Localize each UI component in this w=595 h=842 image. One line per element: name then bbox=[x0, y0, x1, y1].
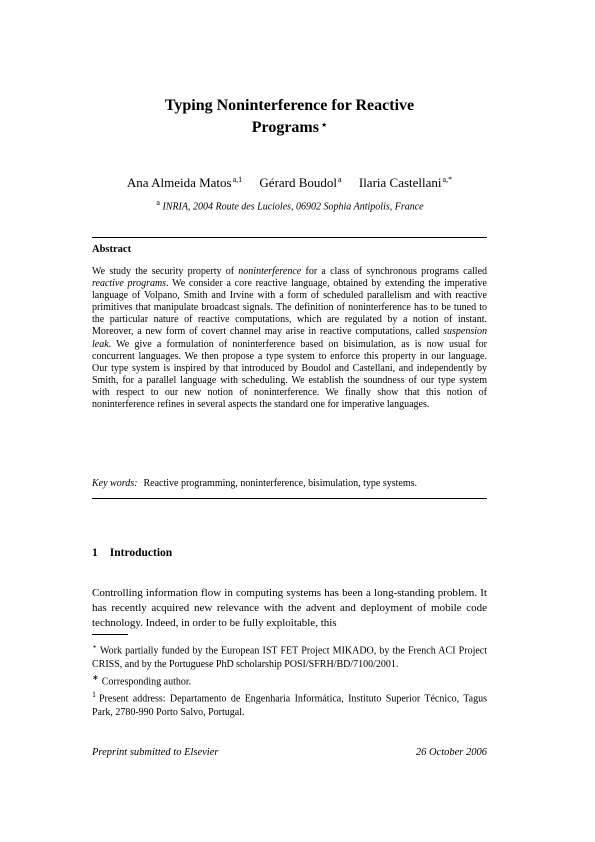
section-heading bbox=[92, 547, 172, 559]
keywords bbox=[92, 478, 487, 490]
section-number: 1 bbox=[92, 547, 98, 559]
keywords-label: Key words: bbox=[92, 478, 138, 489]
abstract-body bbox=[92, 266, 487, 411]
abstract-emphasis: reactive programs bbox=[92, 278, 167, 290]
footnote-corresponding bbox=[92, 671, 487, 689]
author-name: Ilaria Castellani bbox=[358, 175, 442, 191]
abstract-emphasis: suspension leak bbox=[92, 326, 487, 350]
footnote-text: Corresponding author. bbox=[101, 676, 192, 688]
abstract-text: for a class of synchronous programs called bbox=[301, 266, 488, 277]
abstract-bottom-rule bbox=[92, 498, 487, 499]
author-affiliation-mark: a bbox=[338, 175, 342, 184]
footnote-mark: ∗ bbox=[92, 672, 99, 682]
title-footnote-mark: ⋆ bbox=[320, 120, 328, 131]
footnotes bbox=[92, 640, 487, 719]
footnote-funding bbox=[92, 640, 487, 671]
author-affiliation-mark: a,1 bbox=[232, 175, 243, 184]
section-title: Introduction bbox=[109, 547, 173, 559]
paper-title bbox=[92, 95, 487, 139]
abstract-text: We study the security property of bbox=[92, 266, 239, 277]
footer-preprint: Preprint submitted to Elsevier bbox=[92, 747, 219, 758]
footnote-address bbox=[92, 688, 487, 719]
abstract-top-rule bbox=[92, 237, 487, 238]
footnote-text: Work partially funded by the European IST FET Project MIKADO, by the French ACI Project CRISS, and by the Portuguese PhD scholarship POSI/SFRH/BD/7100/2001. bbox=[92, 645, 487, 670]
footnote-rule bbox=[92, 634, 128, 635]
footnote-mark: ⋆ bbox=[92, 642, 98, 651]
intro-paragraph bbox=[92, 586, 487, 631]
abstract-heading: Abstract bbox=[92, 244, 132, 255]
footer-date: 26 October 2006 bbox=[415, 747, 487, 758]
author-1 bbox=[127, 175, 242, 190]
affiliation-mark: a bbox=[156, 198, 160, 207]
footnote-mark: 1 bbox=[92, 690, 96, 700]
abstract-text: . We consider a core reactive language, obtained by extending the imperative language of Volpano, Smith and Irvine with a form of scheduled parallelism and with reactive primitives that manipulate broadcast signals. The definition of noninterference has to be tuned to the particular nature of reactive computations, which are regulated by a notion of instant. Moreover, a new form of covert channel may arise in reactive computations, called bbox=[92, 278, 487, 338]
abstract-emphasis: noninterference bbox=[238, 266, 302, 277]
author-affiliation-mark: a,* bbox=[442, 175, 453, 184]
author-name: Gérard Boudol bbox=[259, 175, 338, 191]
author-list bbox=[92, 171, 487, 192]
affiliation-text: INRIA, 2004 Route des Lucioles, 06902 Sophia Antipolis, France bbox=[162, 201, 424, 213]
keywords-text: Reactive programming, noninterference, bisimulation, type systems. bbox=[143, 478, 418, 489]
author-2 bbox=[259, 175, 341, 190]
affiliation bbox=[92, 198, 487, 212]
title-line-1: Typing Noninterference for Reactive bbox=[164, 97, 415, 114]
title-line-2: Programs bbox=[251, 119, 319, 136]
abstract-text: . We give a formulation of noninterference based on bisimulation, as is now usual for concurrent languages. We then propose a type system to enforce this property in our language. Our type system is inspired by that introduced by Boudol and Castellani, and independently by Smith, for a parallel language with scheduling. We establish the soundness of our type system with respect to our new notion of noninterference. We finally show that this notion of noninterference refines in several aspects the standard one for imperative languages. bbox=[92, 338, 487, 411]
author-name: Ana Almeida Matos bbox=[126, 175, 232, 191]
author-3 bbox=[359, 175, 452, 190]
footnote-text: Present address: Departamento de Engenharia Informática, Instituto Superior Técnico, Tagus Park, 2780-990 Porto Salvo, Portugal. bbox=[92, 693, 487, 718]
intro-text: Controlling information flow in computing systems has been a long-standing problem. It has recently acquired new relevance with the advent and deployment of mobile code technology. Indeed, in order to be fully exploitable, this bbox=[92, 587, 487, 629]
